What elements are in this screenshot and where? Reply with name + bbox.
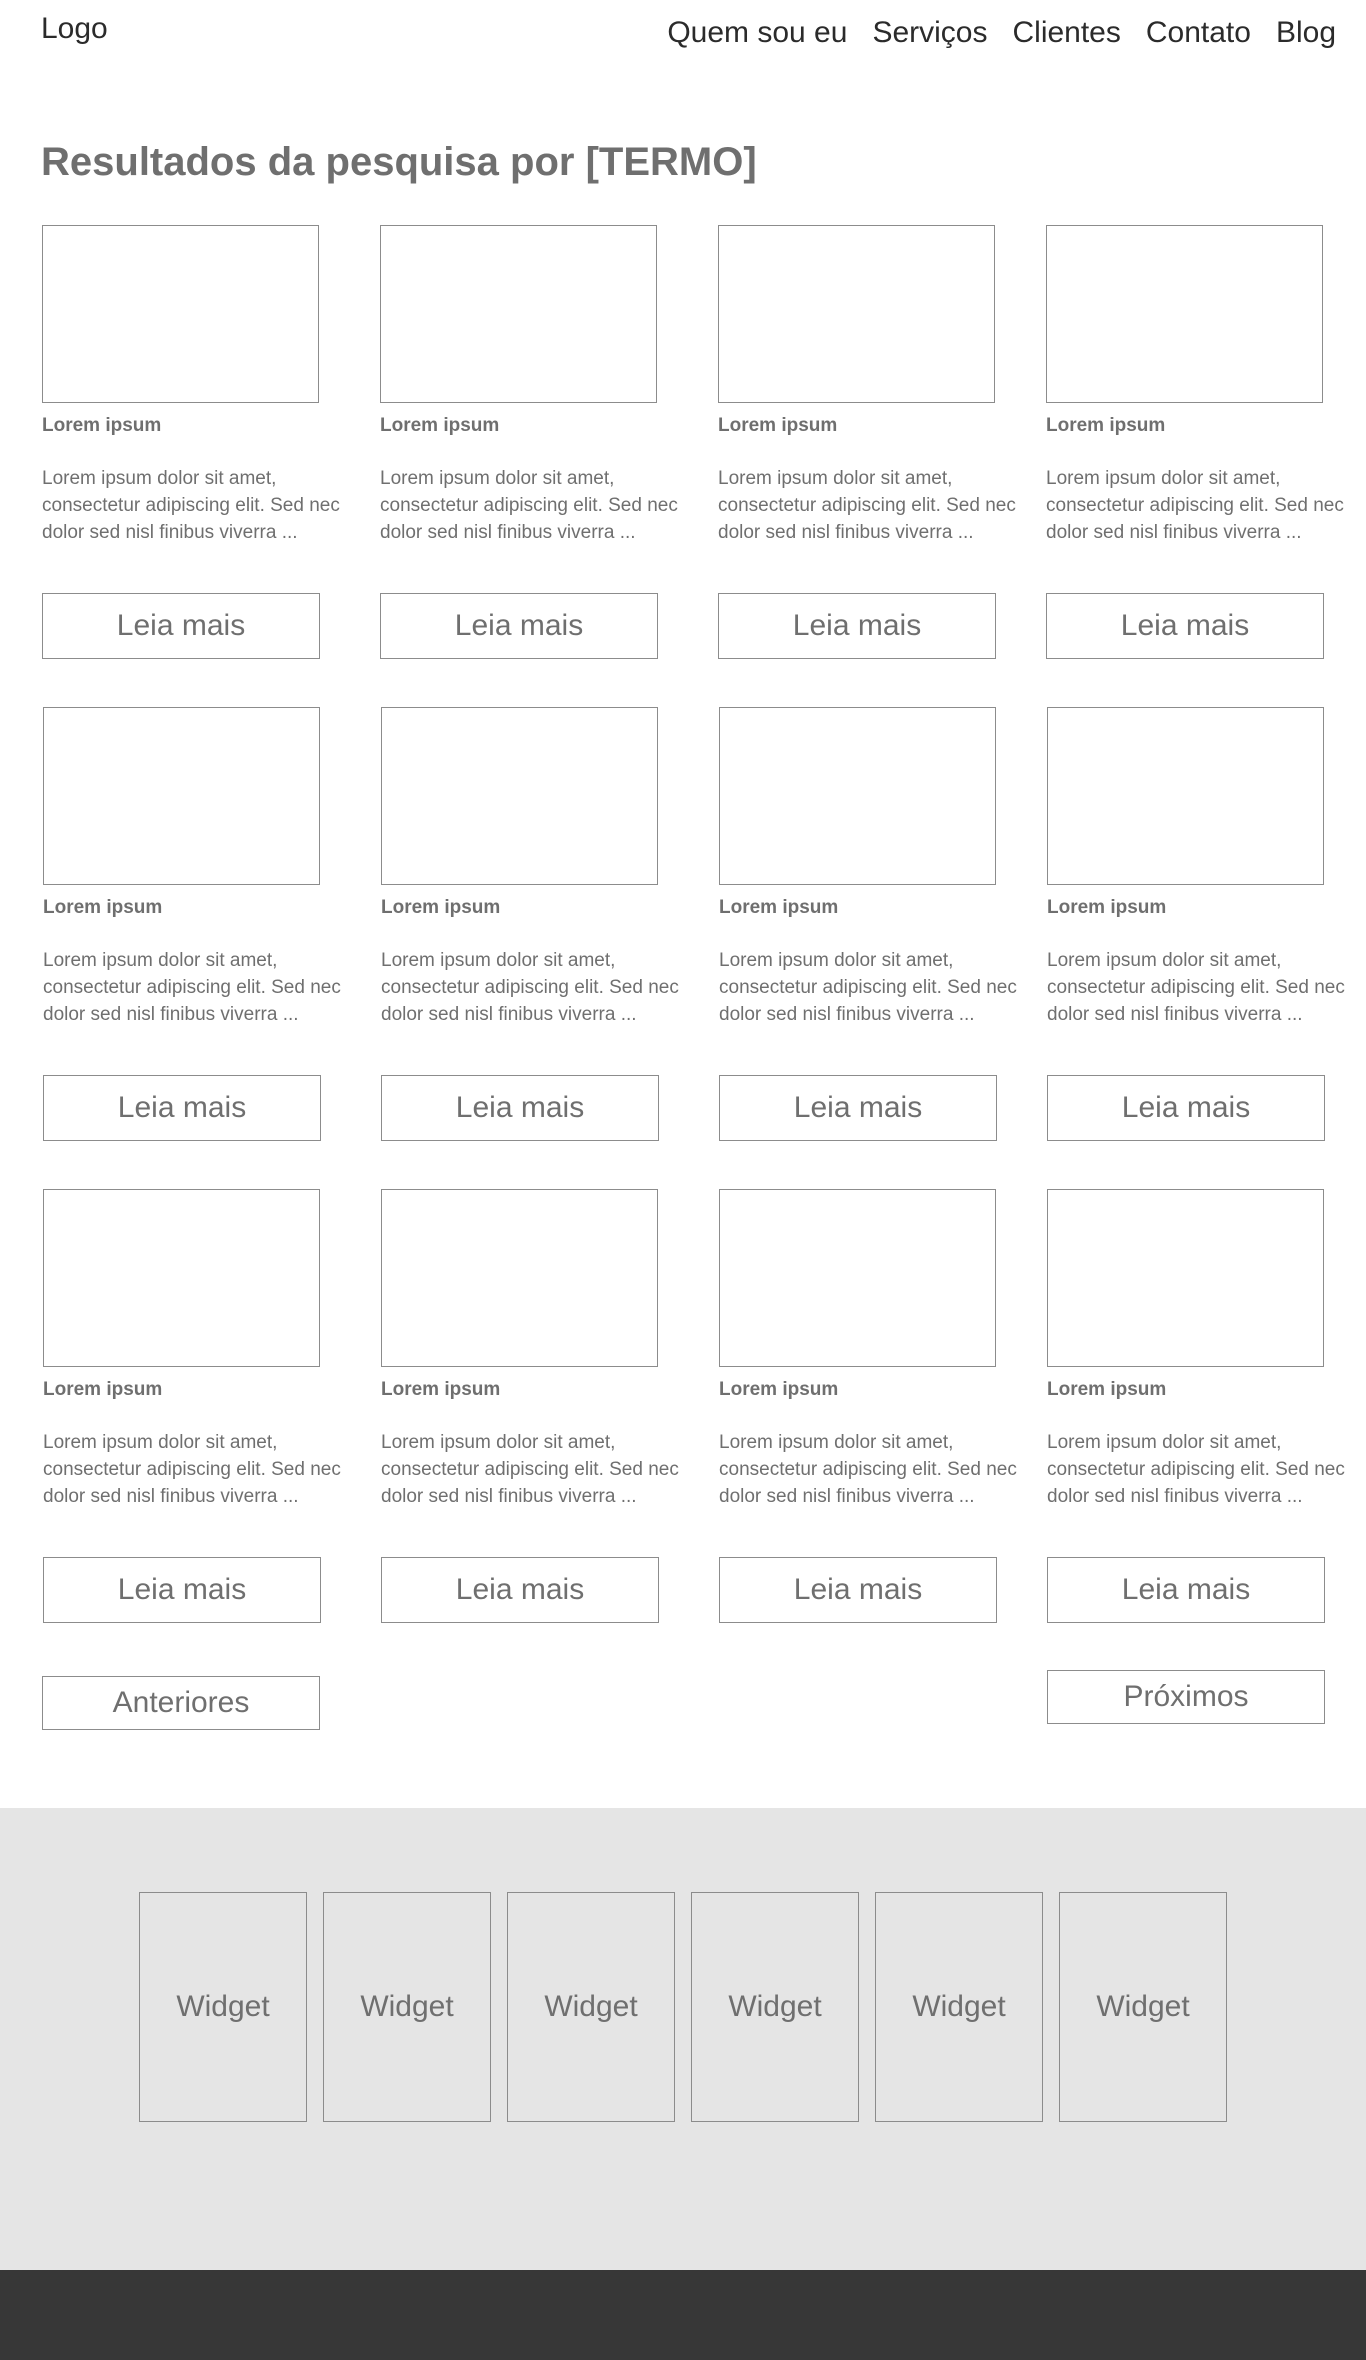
footer-widget[interactable]: Widget <box>1059 1892 1227 2122</box>
read-more-button[interactable]: Leia mais <box>43 1557 321 1623</box>
card-excerpt: Lorem ipsum dolor sit amet, consectetur adipiscing elit. Sed nec dolor sed nisl finibus viverra ... <box>43 1432 341 1507</box>
card-title[interactable]: Lorem ipsum <box>1046 415 1166 436</box>
card-excerpt: Lorem ipsum dolor sit amet, consectetur adipiscing elit. Sed nec dolor sed nisl finibus viverra ... <box>42 468 340 543</box>
next-page-button[interactable]: Próximos <box>1047 1670 1325 1724</box>
card-image-placeholder[interactable] <box>719 1189 996 1367</box>
card-title[interactable]: Lorem ipsum <box>43 897 163 918</box>
card-image-placeholder[interactable] <box>381 707 658 885</box>
page-title: Resultados da pesquisa por [TERMO] <box>41 140 757 184</box>
nav-item-contato[interactable]: Contato <box>1145 16 1251 49</box>
card-title[interactable]: Lorem ipsum <box>43 1379 163 1400</box>
read-more-button[interactable]: Leia mais <box>381 1075 659 1141</box>
card-excerpt: Lorem ipsum dolor sit amet, consectetur adipiscing elit. Sed nec dolor sed nisl finibus viverra ... <box>719 1432 1017 1507</box>
result-card <box>43 1189 343 1623</box>
footer-widget[interactable]: Widget <box>875 1892 1043 2122</box>
result-card <box>381 1189 681 1623</box>
read-more-button[interactable]: Leia mais <box>43 1075 321 1141</box>
read-more-button[interactable]: Leia mais <box>718 593 996 659</box>
result-card <box>42 225 342 659</box>
nav-item-clientes[interactable]: Clientes <box>1012 16 1121 49</box>
read-more-button[interactable]: Leia mais <box>1047 1075 1325 1141</box>
card-image-placeholder[interactable] <box>1046 225 1323 403</box>
read-more-button[interactable]: Leia mais <box>380 593 658 659</box>
read-more-button[interactable]: Leia mais <box>1047 1557 1325 1623</box>
card-title[interactable]: Lorem ipsum <box>719 897 839 918</box>
footer-widget[interactable]: Widget <box>507 1892 675 2122</box>
card-title[interactable]: Lorem ipsum <box>1047 1379 1167 1400</box>
card-title[interactable]: Lorem ipsum <box>1047 897 1167 918</box>
card-excerpt: Lorem ipsum dolor sit amet, consectetur adipiscing elit. Sed nec dolor sed nisl finibus viverra ... <box>1047 950 1345 1025</box>
card-title[interactable]: Lorem ipsum <box>42 415 162 436</box>
card-excerpt: Lorem ipsum dolor sit amet, consectetur adipiscing elit. Sed nec dolor sed nisl finibus viverra ... <box>1047 1432 1345 1507</box>
card-title[interactable]: Lorem ipsum <box>718 415 838 436</box>
footer-widget[interactable]: Widget <box>139 1892 307 2122</box>
card-image-placeholder[interactable] <box>42 225 319 403</box>
footer-widget[interactable]: Widget <box>323 1892 491 2122</box>
nav-item-quem-sou-eu[interactable]: Quem sou eu <box>667 16 848 49</box>
result-card <box>1047 707 1347 1141</box>
card-excerpt: Lorem ipsum dolor sit amet, consectetur adipiscing elit. Sed nec dolor sed nisl finibus viverra ... <box>718 468 1016 543</box>
card-image-placeholder[interactable] <box>43 1189 320 1367</box>
result-card <box>1047 1189 1347 1623</box>
card-image-placeholder[interactable] <box>381 1189 658 1367</box>
read-more-button[interactable]: Leia mais <box>381 1557 659 1623</box>
card-excerpt: Lorem ipsum dolor sit amet, consectetur adipiscing elit. Sed nec dolor sed nisl finibus viverra ... <box>380 468 678 543</box>
card-image-placeholder[interactable] <box>1047 707 1324 885</box>
read-more-button[interactable]: Leia mais <box>1046 593 1324 659</box>
previous-page-button[interactable]: Anteriores <box>42 1676 320 1730</box>
result-card <box>1046 225 1346 659</box>
nav-item-blog[interactable]: Blog <box>1275 16 1336 49</box>
result-card <box>43 707 343 1141</box>
card-excerpt: Lorem ipsum dolor sit amet, consectetur adipiscing elit. Sed nec dolor sed nisl finibus viverra ... <box>43 950 341 1025</box>
read-more-button[interactable]: Leia mais <box>719 1075 997 1141</box>
card-excerpt: Lorem ipsum dolor sit amet, consectetur adipiscing elit. Sed nec dolor sed nisl finibus viverra ... <box>381 950 679 1025</box>
card-title[interactable]: Lorem ipsum <box>381 1379 501 1400</box>
result-card <box>719 1189 1019 1623</box>
card-image-placeholder[interactable] <box>719 707 996 885</box>
card-image-placeholder[interactable] <box>1047 1189 1324 1367</box>
logo[interactable]: Logo <box>41 12 108 45</box>
result-card <box>381 707 681 1141</box>
card-excerpt: Lorem ipsum dolor sit amet, consectetur adipiscing elit. Sed nec dolor sed nisl finibus viverra ... <box>1046 468 1344 543</box>
footer-widget[interactable]: Widget <box>691 1892 859 2122</box>
card-image-placeholder[interactable] <box>380 225 657 403</box>
card-title[interactable]: Lorem ipsum <box>381 897 501 918</box>
read-more-button[interactable]: Leia mais <box>719 1557 997 1623</box>
footer-bottom-bar <box>0 2270 1366 2360</box>
card-image-placeholder[interactable] <box>43 707 320 885</box>
result-card <box>719 707 1019 1141</box>
main-nav <box>667 16 1336 50</box>
card-image-placeholder[interactable] <box>718 225 995 403</box>
footer-widgets-area <box>0 1808 1366 2270</box>
result-card <box>718 225 1018 659</box>
read-more-button[interactable]: Leia mais <box>42 593 320 659</box>
result-card <box>380 225 680 659</box>
card-excerpt: Lorem ipsum dolor sit amet, consectetur adipiscing elit. Sed nec dolor sed nisl finibus viverra ... <box>381 1432 679 1507</box>
card-title[interactable]: Lorem ipsum <box>380 415 500 436</box>
card-title[interactable]: Lorem ipsum <box>719 1379 839 1400</box>
card-excerpt: Lorem ipsum dolor sit amet, consectetur adipiscing elit. Sed nec dolor sed nisl finibus viverra ... <box>719 950 1017 1025</box>
nav-item-servicos[interactable]: Serviços <box>872 16 988 49</box>
